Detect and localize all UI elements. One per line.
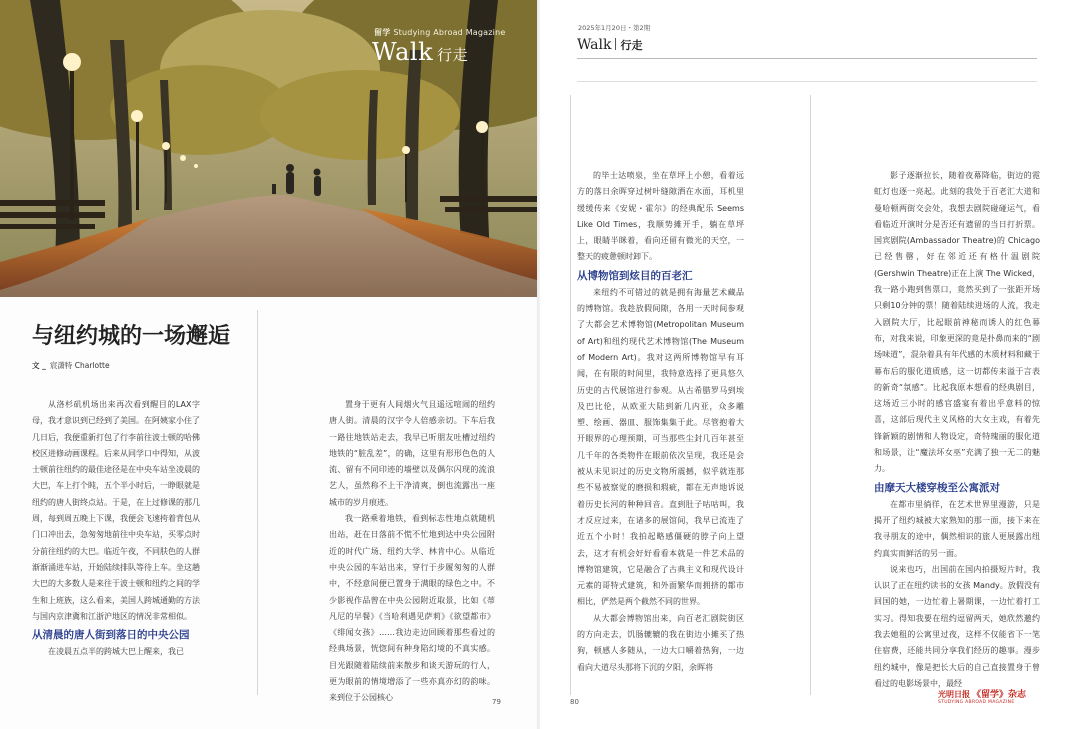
logo-subtitle: STUDYING ABROAD MAGAZINE — [938, 700, 1015, 705]
column-divider-left — [570, 95, 571, 695]
article-title: 与纽约城的一场邂逅 — [32, 324, 231, 349]
byline-prefix: 文 _ — [32, 361, 46, 370]
page-number-left: 79 — [492, 698, 501, 706]
header-rule-bottom — [577, 81, 1037, 82]
logo-title: 《留学》杂志 — [972, 690, 1027, 700]
right-column-2 — [874, 168, 1040, 692]
central-park-photo — [0, 0, 537, 297]
section-heading: 从博物馆到炫目的百老汇 — [577, 269, 693, 282]
right-column-1 — [577, 168, 744, 676]
paragraph: 从大都会博物馆出来，向百老汇剧院街区的方向走去，饥肠辘辘的我在街边小摊买了热狗，顿感人多随从，一边大口嚼着热狗，一边看向大道尽头那将下沉的夕阳，余晖将 — [577, 613, 744, 672]
paragraph: 来纽约不可错过的就是拥有海量艺术藏品的博物馆。我趁放假间隙，各用一天时间参观了大都会艺术博物馆(Metropolitan Museum of Art)和纽约现代艺术博物馆(The Museum of Modern Art)。我对这两所博物馆早有耳闻，在有限的时间里，我特意选择了更具悠久历史的古代展馆进行参观。从古希腊罗马到埃及巴比伦，从欧亚大陆到新几内亚，众多雕塑、绘画、器皿、服饰集集于此。尽管抱着大开眼界的心理预期，可当那些尘封几百年甚至几千年的各类物件在眼前依次呈现，我还是会被从未见识过的历史文物所震撼，似乎就连那些不易被察觉的磨损和瑕疵，都在无声地诉说着历史长河的种种回音。直到肚子咕咕叫，我才反应过来，在诸多的展馆间，我早已流连了近五个小时！我拍起略感僵硬的脖子向上望去，这才有机会好好看看本就是一件艺术品的博物馆建筑，它是融合了古典主义和现代设计元素的哥特式建筑，和外面繁华而拥挤的都市相比，俨然是两个截然不同的世界。 — [577, 287, 744, 607]
byline-author: 宸潇特 Charlotte — [49, 361, 110, 370]
magazine-tag — [374, 27, 506, 38]
paragraph: 说来也巧，出国前在国内拍摄短片时，我认识了正在纽约读书的女孩 Mandy。放假没有回国的她，一边忙着上暑期课，一边忙着打工实习。得知我要在纽约逗留两天，她欣然邀约我去她租的公寓里过夜，这样不仅能省下一笔住宿费，还能共同分享我们经历的趣事。漫步纽约城中，像是把长大后的自己直接置身于曾看过的电影场景中，最经 — [874, 564, 1040, 688]
paragraph: 在凌晨五点半的跨城大巴上醒来，我已 — [48, 647, 184, 657]
section-heading: 由摩天大楼穿梭至公寓派对 — [874, 481, 1000, 494]
right-page — [540, 0, 1080, 729]
logo-main — [938, 687, 1026, 700]
paragraph: 我一路乘着地铁，看到标志性地点就随机出站，赶在日落前不慌不忙地到达中央公园附近的时代广场、纽约大学、林肯中心。从临近中央公园的车站出来，穿行于步履匆匆的人群中，不经意间便已置身于满眼的绿色之中。不少影视作品曾在中央公园附近取景，比如《蒂凡尼的早餐》《当哈利遇见萨莉》《欲望都市》《绯闻女孩》……我边走边回顾着那些看过的经典场景，恍惚间有种身陷幻境的不真实感。目光跟随着陆续前来散步和谈天游玩的行人，更为眼前的情境增添了一些亦真亦幻的韵味。来到位于公园核心 — [329, 514, 495, 703]
walk-label: Walk — [372, 38, 434, 66]
paragraph: 在都市里徜徉，在艺术世界里漫游，只是揭开了纽约城被大家熟知的那一面，接下来在我寻朋友的途中，偶然相识的旅人更展露出纽约真实而鲜活的另一面。 — [874, 499, 1040, 558]
walk-label-cn: 行走 — [620, 39, 643, 52]
byline — [32, 360, 110, 371]
issue-date: 2025年1月20日・第2期 — [578, 24, 651, 32]
walk-label: Walk — [577, 37, 612, 53]
logo-prefix: 光明日报 — [938, 690, 970, 699]
paragraph: 从洛杉矶机场出来再次看到醒目的LAX字母，我才意识到已经到了美国。在阿姨家小住了几日后，我便重新打包了行李前往波士顿的哈佛校区进修动画课程。后来从同学口中得知，从波士顿前往纽约的最佳途径是在中央车站坐凌晨的大巴，车上打个盹，五个半小时后，一睁眼就是纽约的唐人街终点站。于是，在上过修课的那几周，每到周五晚上下课，我便会飞速挎着背包从门口冲出去，急匆匆地前往中央车站，买零点时分前往纽约的大巴。临近午夜，不同肤色的人群渐渐涌进车站，开始陆续排队等待上车。坐这趟大巴的大多数人是来往于波士顿和纽约之间的学生和上班族，这么看来，美国人跨城通勤的方法与国内京津冀和江浙沪地区的情况非常相似。 — [32, 400, 200, 621]
divider-bar — [615, 38, 616, 50]
section-walk-overlay — [372, 38, 468, 66]
walk-label-cn: 行走 — [437, 46, 469, 64]
paragraph: 影子逐渐拉长，随着夜幕降临，街边的霓虹灯也逐一亮起。此刻的我处于百老汇大道和曼哈顿两街交会处，我想去剧院碰碰运气，看看临近开演时分是否还有遗留的当日打折票。国宾剧院(Ambassador Theatre)的 Chicago 已经售罄，好在邻近还有格什温剧院(Gershwin Theatre)正在上演 The Wicked，我一路小跑到售票口，竟然买到了一张距开场只剩10分钟的票！随着陆续进场的人流，我走入剧院大厅，比起眼前神秘而诱人的红色幕布，对我来说，印象更深的竟是扑鼻而来的“剧场味道”，混杂着具有年代感的木质材料和藏于幕布后的服化道质感，这一切都传来溢于言表的新奇“氛感”。比起我原本想看的经典剧目，这场近三小时的感官盛宴有着出乎意料的惊喜，这部后现代主义风格的大女主戏，有着先锋新颖的剧情和人物设定，奇特瑰丽的服化道和场景，让“魔法坏女巫”充满了独一无二的魅力。 — [874, 171, 1040, 474]
magazine-tag-text: Studying Abroad Magazine — [393, 28, 506, 37]
magazine-logo — [938, 687, 1026, 705]
paragraph: 的毕士达喷泉，坐在草坪上小憩，看着远方的落日余晖穿过树叶缝隙洒在水面，耳机里缓缓传来《安妮・霍尔》的经典配乐 Seems Like Old Times，我顺势摊开手，躺在草坪上，眼睛半眯着，看向还留有微光的天空，一整天的疲惫顿时卸下。 — [577, 171, 744, 262]
magazine-tag-prefix: 留学 — [374, 28, 391, 37]
column-divider-middle — [810, 95, 811, 695]
header-rule-top — [577, 58, 1037, 59]
left-column-1 — [32, 397, 200, 660]
left-column-2 — [329, 397, 495, 707]
page-number-right: 80 — [570, 698, 579, 706]
section-heading: 从清晨的唐人街到落日的中央公园 — [32, 629, 190, 642]
paragraph: 置身于更有人间烟火气且遥远喧闹的纽约唐人街。清晨的汉字令人倍感亲切。下车后我一路往地铁站走去，我早已听朋友吐槽过纽约地铁的“脏乱差”，的确，这里有形形色色的人流、留有不同印迹的墙壁以及偶尔闪现的流浪艺人，虽然称不上干净清爽，倒也流露出一座城市的岁月痕迹。 — [329, 400, 495, 507]
section-walk-header — [577, 37, 642, 53]
column-divider — [257, 310, 258, 695]
